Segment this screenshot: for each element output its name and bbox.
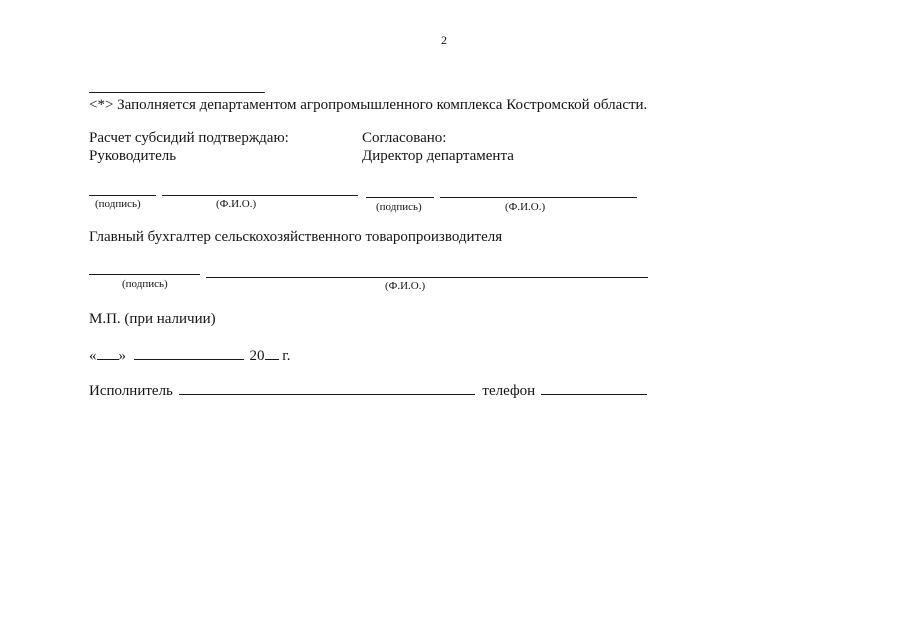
executor-row (89, 380, 647, 400)
date-year-prefix: 20 (249, 348, 265, 364)
accountant-signature-line[interactable] (89, 274, 200, 275)
head-signature-caption: (подпись) (95, 198, 141, 210)
date-row (89, 345, 290, 365)
director-signature-line[interactable] (366, 197, 434, 198)
date-open-quote: « (89, 348, 97, 364)
date-day-field[interactable] (97, 345, 119, 360)
agreed-label: Согласовано: (362, 130, 447, 146)
phone-field[interactable] (541, 380, 647, 395)
accountant-signature-caption: (подпись) (122, 278, 168, 290)
date-year-suffix: г. (282, 348, 291, 364)
footnote-separator (89, 92, 265, 93)
head-name-line[interactable] (162, 195, 358, 196)
director-label: Директор департамента (362, 148, 514, 164)
head-name-caption: (Ф.И.О.) (216, 198, 257, 210)
accountant-name-line[interactable] (206, 277, 648, 278)
page-number: 2 (441, 33, 447, 47)
director-name-caption: (Ф.И.О.) (505, 201, 546, 213)
date-month-field[interactable] (134, 345, 244, 360)
confirm-label: Расчет субсидий подтверждаю: (89, 130, 289, 146)
director-signature-caption: (подпись) (376, 201, 422, 213)
executor-field[interactable] (179, 380, 475, 395)
stamp-label: М.П. (при наличии) (89, 311, 216, 327)
director-name-line[interactable] (440, 197, 637, 198)
executor-label: Исполнитель (89, 383, 173, 399)
chief-accountant-label: Главный бухгалтер сельскохозяйственного товаропроизводителя (89, 229, 503, 245)
head-label: Руководитель (89, 148, 177, 164)
accountant-name-caption: (Ф.И.О.) (385, 280, 426, 292)
date-close-quote: » (118, 348, 126, 364)
footnote-text: <*> Заполняется департаментом агропромышленного комплекса Костромской области. (89, 97, 648, 113)
phone-label: телефон (482, 383, 536, 399)
date-year-field[interactable] (265, 345, 279, 360)
head-signature-line[interactable] (89, 195, 156, 196)
